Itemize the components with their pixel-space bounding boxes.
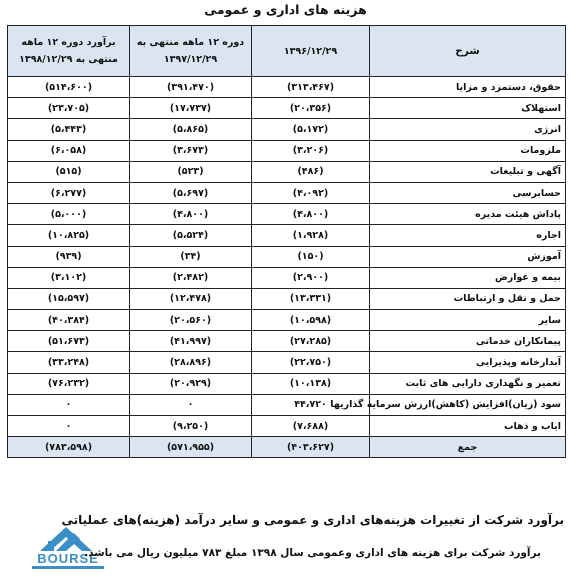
table-header-row	[8, 26, 566, 77]
row-col1: (۴۸۶)	[252, 161, 370, 182]
row-col3: (۶،۰۵۸)	[8, 140, 130, 161]
row-label: آموزش	[370, 246, 566, 267]
row-col2: (۵،۸۶۵)	[130, 119, 252, 140]
table-row	[8, 416, 566, 437]
row-col1: (۳،۲۰۶)	[252, 140, 370, 161]
row-col2: (۱۷،۷۳۷)	[130, 98, 252, 119]
table-row	[8, 119, 566, 140]
section-heading: برآورد شرکت از تغییرات هزینه‌های اداری و عمومی و سایر درآمد (هزینه)های عملیاتی	[61, 513, 564, 527]
total-col1: (۴۰۳،۶۲۷)	[252, 437, 370, 458]
table-row	[8, 288, 566, 309]
row-label: حمل و نقل و ارتباطات	[370, 288, 566, 309]
table-row	[8, 331, 566, 352]
row-col2: ۰	[130, 394, 252, 415]
row-col1: (۱،۹۲۸)	[252, 225, 370, 246]
row-label: سایر	[370, 310, 566, 331]
header-col2: دوره ۱۲ ماهه منتهی به ۱۳۹۷/۱۲/۲۹	[130, 26, 252, 77]
row-col3: (۵،۴۴۳)	[8, 119, 130, 140]
row-col3: (۵۱،۶۷۳)	[8, 331, 130, 352]
row-col2: (۲۰،۹۲۹)	[130, 373, 252, 394]
row-col3: (۶،۲۷۷)	[8, 182, 130, 203]
row-col2: (۹،۲۵۰)	[130, 416, 252, 437]
expenses-table	[7, 25, 566, 458]
row-label: حسابرسی	[370, 182, 566, 203]
table-row	[8, 373, 566, 394]
logo-text: BOURSE	[37, 551, 99, 566]
row-col3: (۳،۱۰۲)	[8, 267, 130, 288]
row-col3: ۰	[8, 416, 130, 437]
section-text: برآورد شرکت برای هزینه های اداری وعمومی سال ۱۳۹۸ مبلغ ۷۸۳ میلیون ریال می باشد.	[84, 547, 541, 559]
table-row	[8, 225, 566, 246]
table-row	[8, 140, 566, 161]
table-row	[8, 161, 566, 182]
table-row	[8, 204, 566, 225]
row-col1: (۱۳،۳۳۱)	[252, 288, 370, 309]
total-col2: (۵۷۱،۹۵۵)	[130, 437, 252, 458]
row-label: پیمانکاران خدماتی	[370, 331, 566, 352]
row-col1: (۲،۹۰۰)	[252, 267, 370, 288]
row-col3: (۳۳،۲۴۸)	[8, 352, 130, 373]
row-col3: (۷۶،۲۳۲)	[8, 373, 130, 394]
row-col1: (۷،۶۸۸)	[252, 416, 370, 437]
row-col2: (۳۴)	[130, 246, 252, 267]
row-col3: (۱۰،۸۲۵)	[8, 225, 130, 246]
total-row	[8, 437, 566, 458]
table-row	[8, 310, 566, 331]
row-label: آگهی و تبلیغات	[370, 161, 566, 182]
row-col2: (۱۲،۴۷۸)	[130, 288, 252, 309]
row-label: انرژی	[370, 119, 566, 140]
header-col1: ۱۳۹۶/۱۲/۲۹	[252, 26, 370, 77]
row-col1: (۲۷،۲۸۵)	[252, 331, 370, 352]
row-col3: (۵۱۴،۶۰۰)	[8, 77, 130, 98]
row-label: پاداش هیئت مدیره	[370, 204, 566, 225]
row-col2: (۴،۸۰۰)	[130, 204, 252, 225]
row-label: ایاب و ذهاب	[370, 416, 566, 437]
row-label: آبدارخانه وپذیرایی	[370, 352, 566, 373]
row-col1: (۱۵۰)	[252, 246, 370, 267]
row-col2: (۴۱،۹۹۷)	[130, 331, 252, 352]
row-label: بیمه و عوارض	[370, 267, 566, 288]
total-label: جمع	[370, 437, 566, 458]
row-col1: (۴،۰۹۲)	[252, 182, 370, 203]
row-col3: (۵۱۵)	[8, 161, 130, 182]
row-label: سود (زیان)افزایش (کاهش)ارزش سرمایه گذاریها	[370, 394, 566, 415]
row-col1: (۵،۱۷۲)	[252, 119, 370, 140]
header-sharh: شرح	[370, 26, 566, 77]
row-col2: (۵،۶۹۷)	[130, 182, 252, 203]
row-col1: (۲۲،۷۵۰)	[252, 352, 370, 373]
table-row	[8, 98, 566, 119]
table-row	[8, 182, 566, 203]
row-col1: ۴۴،۷۲۰	[252, 394, 370, 415]
header-col3: برآورد دوره ۱۲ ماهه منتهی به ۱۳۹۸/۱۲/۲۹	[8, 26, 130, 77]
total-col3: (۷۸۳،۵۹۸)	[8, 437, 130, 458]
table-row	[8, 352, 566, 373]
row-label: ملزومات	[370, 140, 566, 161]
row-col1: (۳۱۳،۴۶۷)	[252, 77, 370, 98]
row-col1: (۱۰،۵۹۸)	[252, 310, 370, 331]
row-label: حقوق، دستمزد و مزایا	[370, 77, 566, 98]
row-col3: (۲۳،۷۰۵)	[8, 98, 130, 119]
row-label: اجاره	[370, 225, 566, 246]
row-col3: ۰	[8, 394, 130, 415]
table-row	[8, 394, 566, 415]
row-label: استهلاک	[370, 98, 566, 119]
row-label: تعمیر و نگهداری دارایی های ثابت	[370, 373, 566, 394]
row-col2: (۲۰،۵۶۰)	[130, 310, 252, 331]
row-col2: (۵،۵۲۴)	[130, 225, 252, 246]
row-col2: (۲،۴۸۲)	[130, 267, 252, 288]
row-col3: (۹۳۹)	[8, 246, 130, 267]
row-col1: (۲۰،۳۵۶)	[252, 98, 370, 119]
row-col1: (۱۰،۱۳۸)	[252, 373, 370, 394]
row-col2: (۳،۶۷۳)	[130, 140, 252, 161]
row-col2: (۲۸،۸۹۶)	[130, 352, 252, 373]
row-col3: (۱۵،۵۹۷)	[8, 288, 130, 309]
table-row	[8, 77, 566, 98]
row-col3: (۴۰،۳۸۴)	[8, 310, 130, 331]
row-col2: (۵۲۳)	[130, 161, 252, 182]
table-row	[8, 267, 566, 288]
table-row	[8, 246, 566, 267]
row-col2: (۳۹۱،۴۷۰)	[130, 77, 252, 98]
page-title: هزینه های اداری و عمومی	[204, 2, 367, 17]
row-col1: (۴،۸۰۰)	[252, 204, 370, 225]
row-col3: (۵،۰۰۰)	[8, 204, 130, 225]
